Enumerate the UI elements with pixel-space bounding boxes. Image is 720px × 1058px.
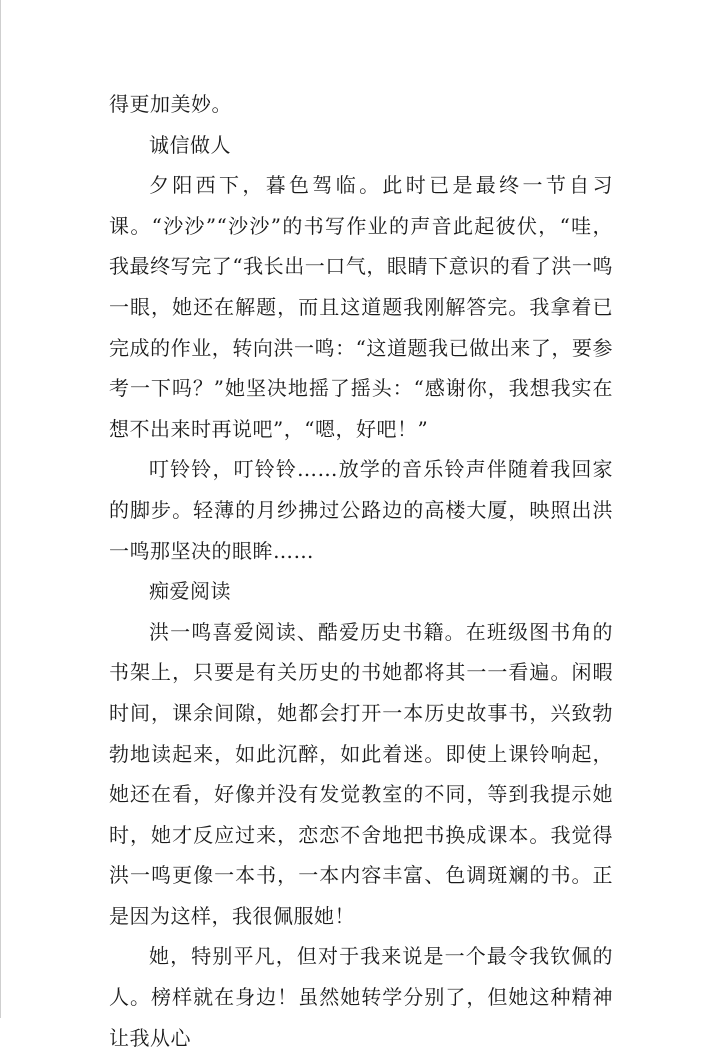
- paragraph-reading-story: 洪一鸣喜爱阅读、酷爱历史书籍。在班级图书角的书架上，只要是有关历史的书她都将其一一看遍。闲暇时间，课余间隙，她都会打开一本历史故事书，兴致勃勃地读起来，如此沉醉，如此着迷。即使上课铃响起，她还在看，好像并没有发觉教室的不同，等到我提示她时，她才反应过来，恋恋不舍地把书换成课本。我觉得洪一鸣更像一本书，一本内容丰富、色调斑斓的书。正是因为这样，我很佩服她！: [109, 619, 613, 928]
- paragraph-continuation: 得更加美妙。: [109, 92, 232, 116]
- section-heading-honesty: 诚信做人: [149, 132, 231, 157]
- document-body: [109, 84, 613, 1058]
- paragraph-after-school: 叮铃铃，叮铃铃……放学的音乐铃声伴随着我回家的脚步。轻薄的月纱拂过公路边的高楼大厦，映照出洪一鸣那坚决的眼眸……: [109, 457, 613, 563]
- paragraph-honesty-story: 夕阳西下，暮色驾临。此时已是最终一节自习课。“沙沙”“沙沙”的书写作业的声音此起彼伏，“哇，我最终写完了“我长出一口气，眼睛下意识的看了洪一鸣一眼，她还在解题，而且这道题我刚解答完。我拿着已完成的作业，转向洪一鸣：“这道题我已做出来了，要参考一下吗？”她坚决地摇了摇头：“感谢你，我想我实在想不出来时再说吧”，“嗯，好吧！”: [109, 173, 613, 441]
- paragraph-conclusion: 她，特别平凡，但对于我来说是一个最令我钦佩的人。榜样就在身边！虽然她转学分别了，但她这种精神让我从心: [109, 944, 613, 1050]
- section-heading-reading: 痴爱阅读: [149, 579, 231, 604]
